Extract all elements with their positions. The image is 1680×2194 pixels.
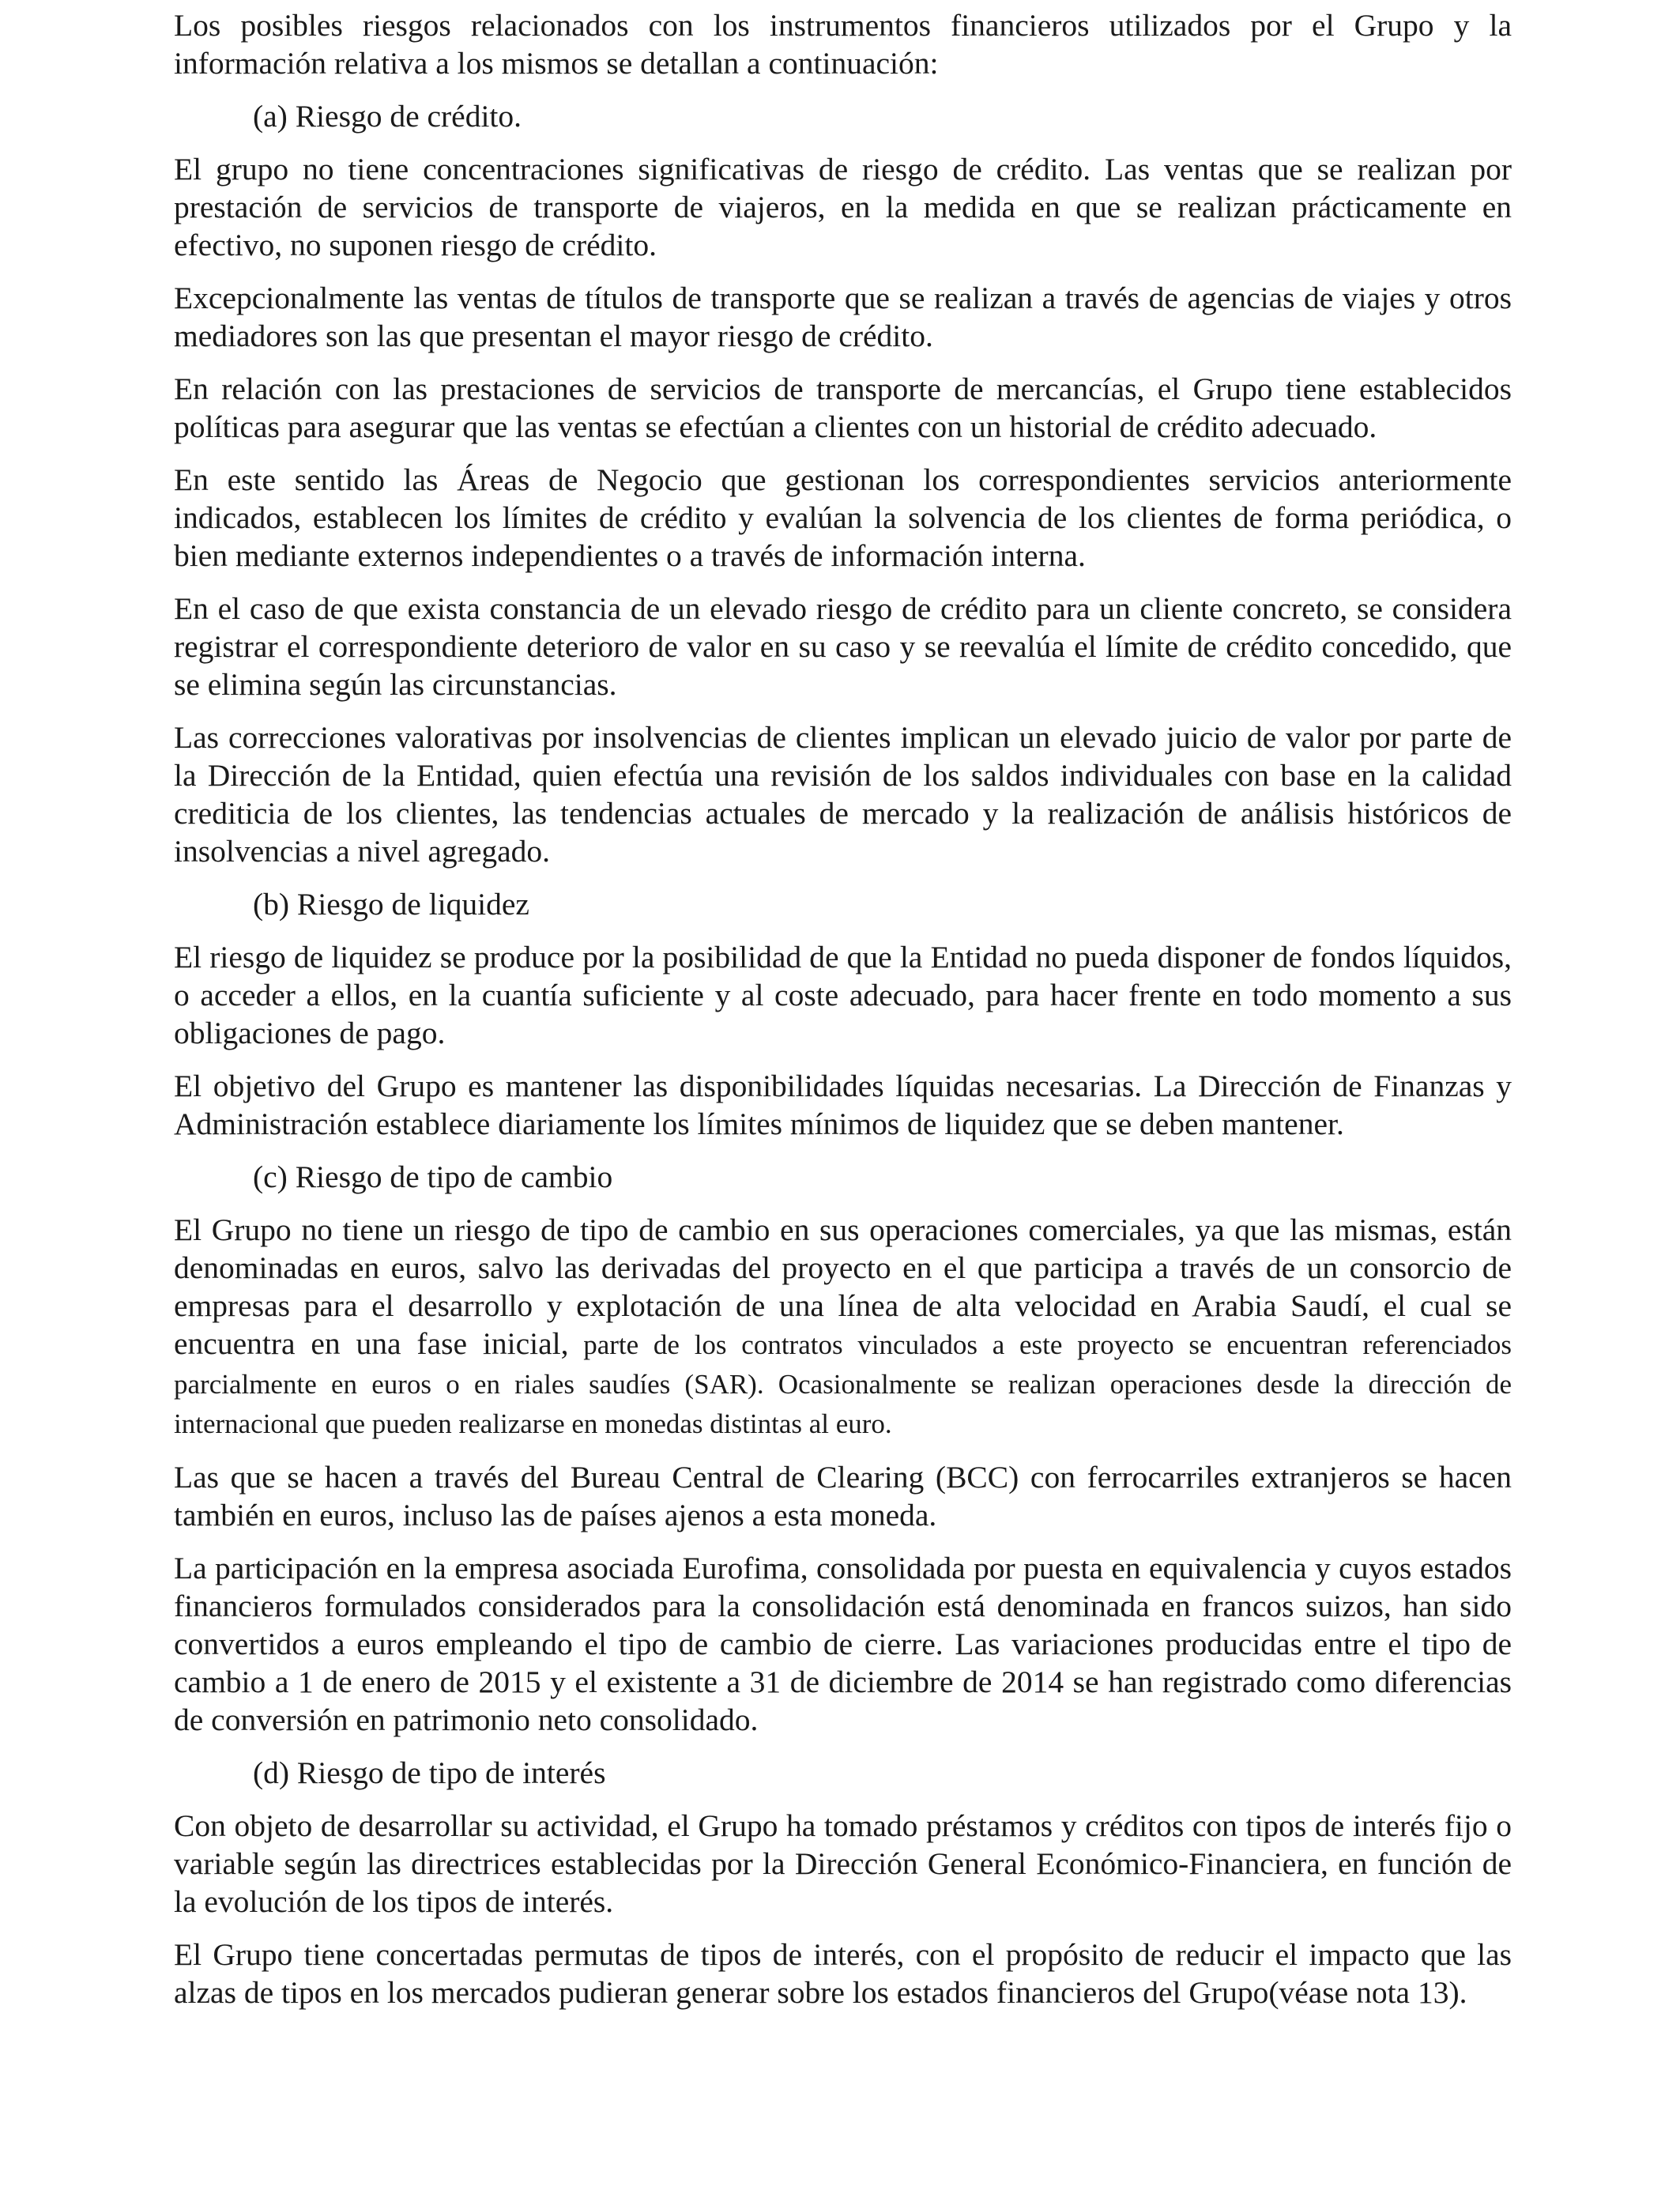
credito-paragraph-6: Las correcciones valorativas por insolvencias de clientes implican un elevado juicio de valor por parte de la Dirección de la Entidad, quien efectúa una revisión de los saldos individuales con base en la calidad crediticia de los clientes, las tendencias actuales de mercado y la realización de análisis históricos de insolvencias a nivel agregado.	[174, 720, 1512, 869]
credito-paragraph-3: En relación con las prestaciones de servicios de transporte de mercancías, el Grupo tiene establecidos políticas para asegurar que las ventas se efectúan a clientes con un historial de crédito adecuado.	[174, 371, 1512, 444]
cambio-paragraph-1-main: El Grupo no tiene un riesgo de tipo de cambio en sus operaciones comerciales, ya que las mismas, están denominadas en euros, salvo las derivadas del proyecto en el que participa a través de un consorcio de empresas para el desarrollo y explotación de una línea de alta velocidad en Arabia Saudí, el cual se encuentra en una fase inicial,	[174, 1212, 1512, 1361]
liquidez-paragraph-1: El riesgo de liquidez se produce por la posibilidad de que la Entidad no pueda disponer de fondos líquidos, o acceder a ellos, en la cuantía suficiente y al coste adecuado, para hacer frente en todo momento a sus obligaciones de pago.	[174, 940, 1512, 1050]
credito-paragraph-4: En este sentido las Áreas de Negocio que gestionan los correspondientes servicios anteriormente indicados, establecen los límites de crédito y evalúan la solvencia de los clientes de forma periódica, o bien mediante externos independientes o a través de información interna.	[174, 462, 1512, 573]
cambio-paragraph-2: Las que se hacen a través del Bureau Central de Clearing (BCC) con ferrocarriles extranjeros se hacen también en euros, incluso las de países ajenos a esta moneda.	[174, 1460, 1512, 1532]
credito-paragraph-2: Excepcionalmente las ventas de títulos de transporte que se realizan a través de agencias de viajes y otros mediadores son las que presentan el mayor riesgo de crédito.	[174, 281, 1512, 353]
heading-riesgo-interes: (d) Riesgo de tipo de interés	[253, 1755, 606, 1790]
intro-paragraph: Los posibles riesgos relacionados con los instrumentos financieros utilizados por el Grupo y la información relativa a los mismos se detallan a continuación:	[174, 8, 1512, 81]
cambio-paragraph-1-small: parte de los contratos vinculados a este proyecto se encuentran referenciados parcialmente en euros o en riales saudíes (SAR). Ocasionalmente se realizan operaciones desde la dirección de internacional que pueden realizarse en monedas distintas al euro.	[174, 1329, 1512, 1439]
interes-paragraph-1: Con objeto de desarrollar su actividad, el Grupo ha tomado préstamos y créditos con tipos de interés fijo o variable según las directrices establecidas por la Dirección General Económico-Financiera, en función de la evolución de los tipos de interés.	[174, 1808, 1512, 1919]
cambio-paragraph-3: La participación en la empresa asociada Eurofima, consolidada por puesta en equivalencia y cuyos estados financieros formulados considerados para la consolidación está denominada en francos suizos, han sido convertidos a euros empleando el tipo de cambio de cierre. Las variaciones producidas entre el tipo de cambio a 1 de enero de 2015 y el existente a 31 de diciembre de 2014 se han registrado como diferencias de conversión en patrimonio neto consolidado.	[174, 1551, 1512, 1737]
heading-riesgo-liquidez: (b) Riesgo de liquidez	[253, 887, 529, 922]
heading-riesgo-credito: (a) Riesgo de crédito.	[253, 99, 522, 134]
document-page	[174, 6, 1512, 2026]
credito-paragraph-5: En el caso de que exista constancia de un elevado riesgo de crédito para un cliente concreto, se considera registrar el correspondiente deterioro de valor en su caso y se reevalúa el límite de crédito concedido, que se elimina según las circunstancias.	[174, 591, 1512, 702]
credito-paragraph-1: El grupo no tiene concentraciones significativas de riesgo de crédito. Las ventas que se realizan por prestación de servicios de transporte de viajeros, en la medida en que se realizan prácticamente en efectivo, no suponen riesgo de crédito.	[174, 152, 1512, 262]
heading-riesgo-cambio: (c) Riesgo de tipo de cambio	[253, 1159, 613, 1194]
cambio-paragraph-1	[174, 1211, 1512, 1443]
liquidez-paragraph-2: El objetivo del Grupo es mantener las disponibilidades líquidas necesarias. La Dirección de Finanzas y Administración establece diariamente los límites mínimos de liquidez que se deben mantener.	[174, 1069, 1512, 1141]
interes-paragraph-2: El Grupo tiene concertadas permutas de tipos de interés, con el propósito de reducir el impacto que las alzas de tipos en los mercados pudieran generar sobre los estados financieros del Grupo(véase nota 13).	[174, 1937, 1512, 2010]
